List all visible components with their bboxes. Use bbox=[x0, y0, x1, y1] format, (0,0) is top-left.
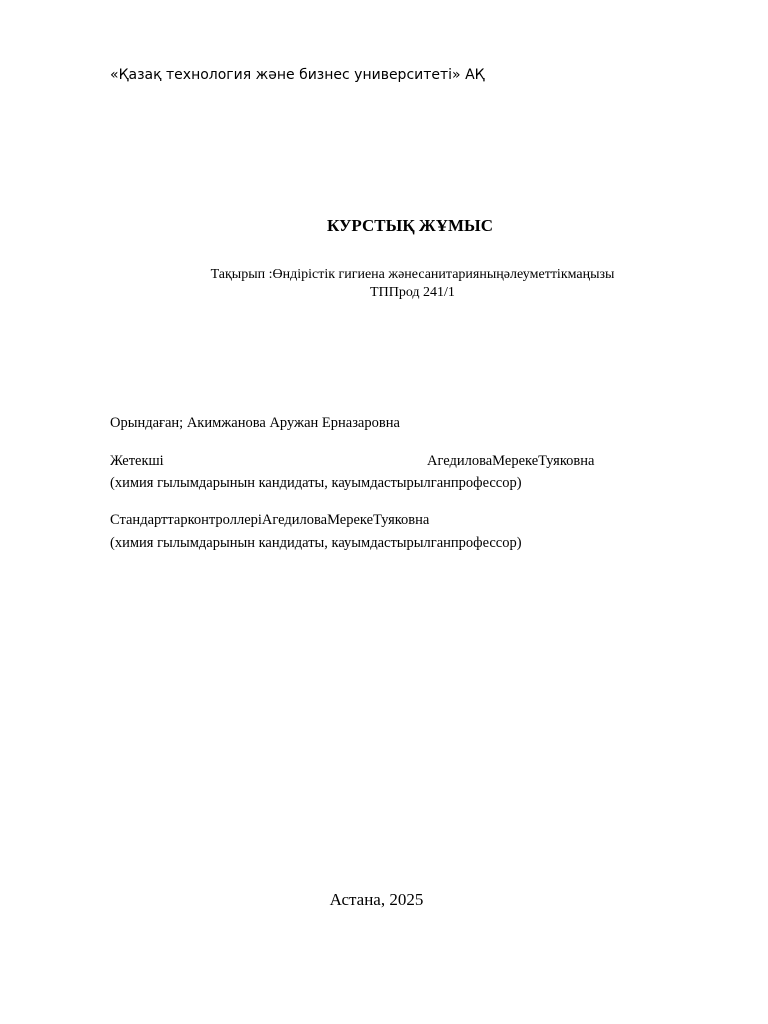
group-code: ТППрод 241/1 bbox=[370, 285, 455, 300]
supervisor-label: Жетекші bbox=[110, 453, 164, 469]
document-type-title: КУРСТЫҚ ЖҰМЫС bbox=[326, 216, 494, 235]
performer-line: Орындаған; Акимжанова Аружан Ерназаровна bbox=[110, 415, 400, 431]
topic-line: Тақырып :Өндірістік гигиена жәнесанитарияныңәлеуметтікмаңызы bbox=[210, 267, 615, 282]
standards-controller-title: (химия гылымдарынын кандидаты, кауымдастырылганпрофессор) bbox=[110, 535, 522, 551]
supervisor-title: (химия гылымдарынын кандидаты, кауымдастырылганпрофессор) bbox=[110, 475, 522, 491]
city-year: Астана, 2025 bbox=[329, 890, 424, 909]
supervisor-name: АгедиловаМерекеТуяковна bbox=[427, 453, 595, 469]
university-name: «Қазақ технология және бизнес университеті» АҚ bbox=[110, 67, 485, 83]
standards-controller-line: СтандарттарконтроллеріАгедиловаМерекеТуяковна bbox=[110, 512, 430, 528]
